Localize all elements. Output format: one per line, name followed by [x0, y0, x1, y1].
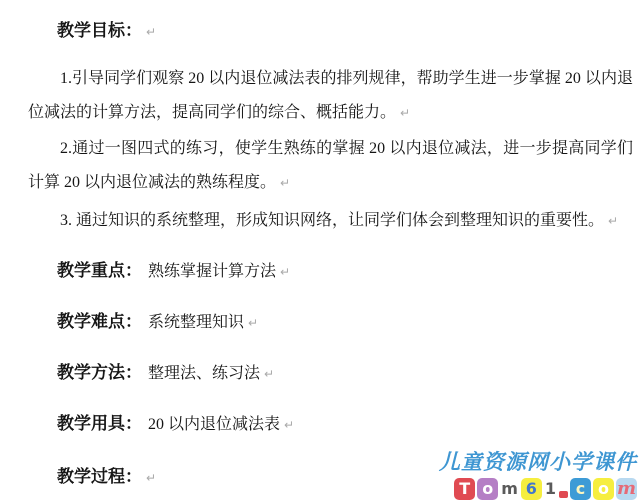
objectives-heading-text: 教学目标： — [57, 21, 142, 40]
logo-letter-T-0: T — [454, 478, 475, 500]
watermark-logo — [439, 476, 637, 501]
objectives-heading — [57, 20, 633, 43]
paragraph-mark: ↵ — [608, 214, 619, 228]
logo-letter-dot-5 — [559, 491, 568, 498]
process-heading-text: 教学过程： — [57, 467, 142, 486]
difficult-point-row — [57, 305, 633, 340]
key-point-label: 教学重点： — [57, 261, 142, 280]
objective-2-text: 2.通过一图四式的练习，使学生熟练的掌握 20 以内退位减法，进一步提高同学们计算 20 以内退位减法的熟练程度。 — [28, 140, 633, 191]
key-point-row — [57, 254, 633, 289]
watermark-site-name: 儿童资源网小学课件 — [439, 450, 637, 474]
objective-1-text: 1.引导同学们观察 20 以内退位减法表的排列规律，帮助学生进一步掌握 20 以内退位减法的计算方法，提高同学们的综合、概括能力。 — [28, 70, 633, 121]
paragraph-mark: ↵ — [264, 367, 275, 381]
teaching-aids-value: 20 以内退位减法表 — [148, 416, 281, 433]
objective-3-paragraph — [28, 204, 633, 238]
logo-letter-o-7: o — [593, 478, 614, 500]
logo-letter-m-2: m — [501, 478, 518, 498]
teaching-method-value: 整理法、练习法 — [148, 365, 261, 382]
paragraph-mark: ↵ — [248, 316, 259, 330]
paragraph-mark: ↵ — [280, 265, 291, 279]
site-watermark — [439, 450, 637, 501]
key-point-value: 熟练掌握计算方法 — [148, 263, 277, 280]
logo-letter-m-8: m — [616, 477, 637, 499]
logo-letter-c-6: c — [570, 478, 591, 500]
objective-3-text: 3. 通过知识的系统整理，形成知识网络，让同学们体会到整理知识的重要性。 — [60, 212, 605, 229]
paragraph-mark: ↵ — [146, 25, 157, 39]
difficult-point-value: 系统整理知识 — [148, 314, 245, 331]
paragraph-mark: ↵ — [400, 106, 411, 120]
teaching-method-label: 教学方法： — [57, 363, 142, 382]
difficult-point-label: 教学难点： — [57, 312, 142, 331]
logo-letter-1-4: 1 — [544, 478, 556, 498]
teaching-aids-row — [57, 407, 633, 442]
objective-1-paragraph — [28, 62, 633, 130]
paragraph-mark: ↵ — [280, 176, 291, 190]
logo-letter-o-1: o — [477, 478, 498, 500]
objective-2-paragraph — [28, 132, 633, 200]
paragraph-mark: ↵ — [284, 418, 295, 432]
teaching-aids-label: 教学用具： — [57, 414, 142, 433]
paragraph-mark: ↵ — [146, 471, 157, 485]
logo-letter-6-3: 6 — [521, 478, 542, 500]
teaching-method-row — [57, 356, 633, 391]
